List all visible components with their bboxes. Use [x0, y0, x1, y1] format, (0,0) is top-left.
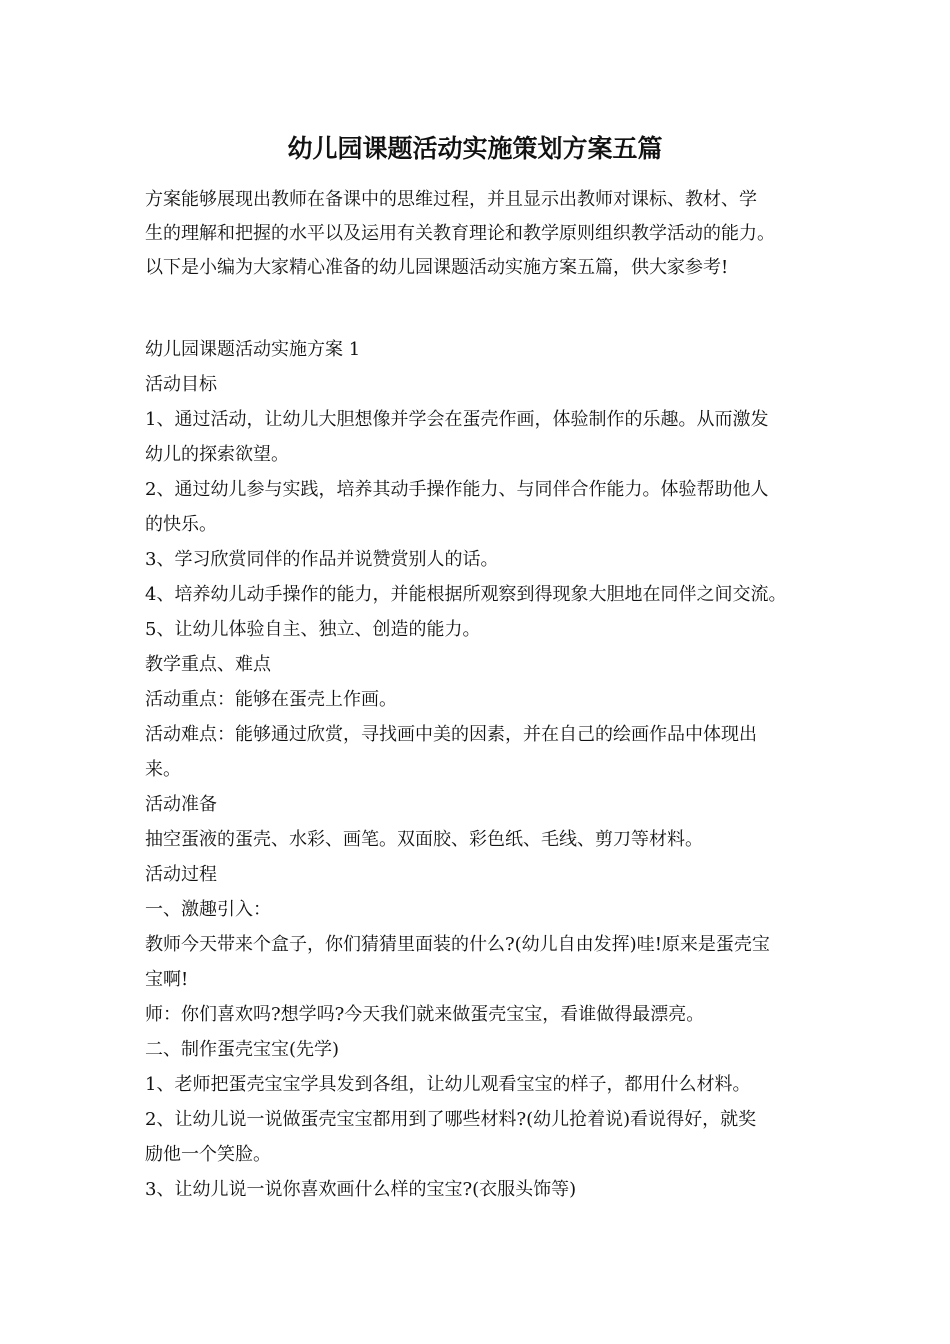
subheading: 教学重点、难点	[145, 654, 271, 675]
body-line: 二、制作蛋壳宝宝(先学)	[145, 1039, 340, 1060]
intro-line: 以下是小编为大家精心准备的幼儿园课题活动实施方案五篇，供大家参考!	[145, 257, 729, 278]
body-line: 师：你们喜欢吗?想学吗?今天我们就来做蛋壳宝宝，看谁做得最漂亮。	[145, 1004, 705, 1025]
section-heading: 幼儿园课题活动实施方案 1	[145, 339, 361, 360]
body-line: 励他一个笑脸。	[145, 1144, 271, 1165]
body-line: 一、激趣引入：	[145, 899, 271, 920]
body-line: 4、培养幼儿动手操作的能力，并能根据所观察到得现象大胆地在同伴之间交流。	[145, 584, 787, 605]
body-line: 来。	[145, 759, 181, 780]
intro-line: 方案能够展现出教师在备课中的思维过程，并且显示出教师对课标、教材、学	[145, 189, 757, 210]
body-line: 2、让幼儿说一说做蛋壳宝宝都用到了哪些材料?(幼儿抢着说)看说得好，就奖	[145, 1109, 757, 1130]
subheading: 活动过程	[145, 864, 217, 885]
document-title: 幼儿园课题活动实施策划方案五篇	[287, 134, 663, 163]
subheading: 活动目标	[145, 374, 217, 395]
body-line: 5、让幼儿体验自主、独立、创造的能力。	[145, 619, 481, 640]
intro-paragraph	[145, 183, 825, 285]
body-line: 幼儿的探索欲望。	[145, 444, 289, 465]
body-line: 教师今天带来个盒子，你们猜猜里面装的什么?(幼儿自由发挥)哇!原来是蛋壳宝	[145, 934, 770, 955]
body-line: 抽空蛋液的蛋壳、水彩、画笔。双面胶、彩色纸、毛线、剪刀等材料。	[145, 829, 703, 850]
intro-line: 生的理解和把握的水平以及运用有关教育理论和教学原则组织教学活动的能力。	[145, 223, 775, 244]
body-line: 的快乐。	[145, 514, 217, 535]
subheading: 活动准备	[145, 794, 217, 815]
body-line: 活动难点：能够通过欣赏，寻找画中美的因素，并在自己的绘画作品中体现出	[145, 724, 757, 745]
body-line: 1、通过活动，让幼儿大胆想像并学会在蛋壳作画，体验制作的乐趣。从而激发	[145, 409, 769, 430]
document-body	[145, 332, 825, 1207]
body-line: 2、通过幼儿参与实践，培养其动手操作能力、与同伴合作能力。体验帮助他人	[145, 479, 769, 500]
body-line: 1、老师把蛋壳宝宝学具发到各组，让幼儿观看宝宝的样子，都用什么材料。	[145, 1074, 751, 1095]
body-line: 活动重点：能够在蛋壳上作画。	[145, 689, 397, 710]
body-line: 3、让幼儿说一说你喜欢画什么样的宝宝?(衣服头饰等)	[145, 1179, 577, 1200]
body-line: 宝啊!	[145, 969, 189, 990]
body-line: 3、学习欣赏同伴的作品并说赞赏别人的话。	[145, 549, 499, 570]
